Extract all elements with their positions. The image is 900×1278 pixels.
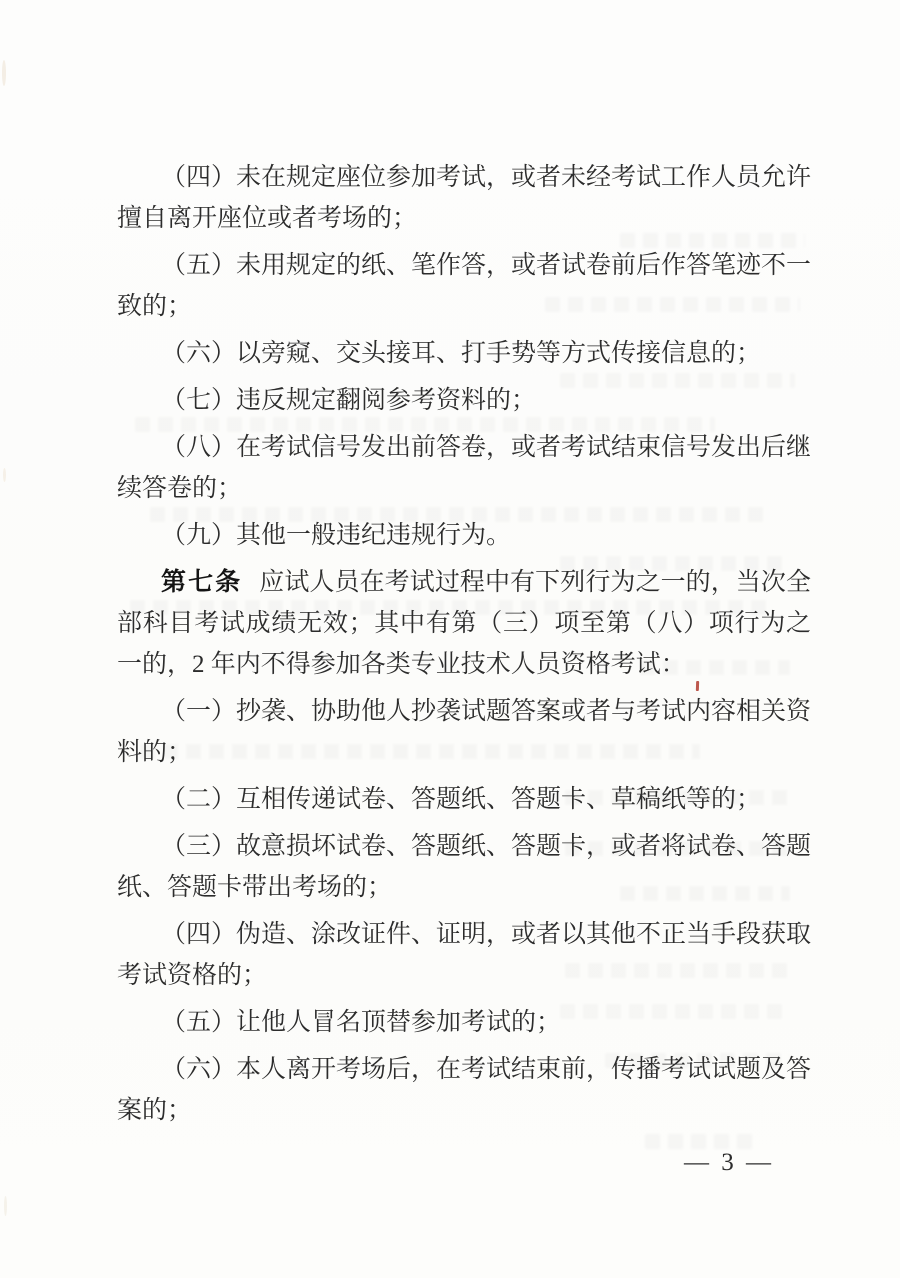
document-text-block	[117, 157, 811, 1137]
paragraph-item-3	[117, 826, 811, 908]
paragraph-item-9	[117, 515, 811, 556]
document-line: （五）未用规定的纸、笔作答，或者试卷前后作答笔迹不一	[161, 252, 811, 279]
document-line: 料的；	[117, 739, 193, 766]
paragraph-item-2	[117, 779, 811, 820]
document-line: （三）故意损坏试卷、答题纸、答题卡，或者将试卷、答题	[161, 833, 811, 860]
paragraph-item-5b	[117, 1002, 811, 1043]
document-line: 案的；	[117, 1097, 193, 1124]
paragraph-article-7	[117, 562, 811, 685]
document-line: （六）以旁窥、交头接耳、打手势等方式传接信息的；	[161, 340, 762, 367]
article-text: 应试人员在考试过程中有下列行为之一的，当次全	[259, 569, 811, 596]
document-line: （八）在考试信号发出前答卷，或者考试结束信号发出后继	[161, 434, 811, 461]
paragraph-item-4	[117, 157, 811, 239]
paragraph-item-7	[117, 380, 811, 421]
document-line: 纸、答题卡带出考场的；	[117, 874, 393, 901]
paragraph-item-1	[117, 691, 811, 773]
document-line: 考试资格的；	[117, 962, 268, 989]
document-line: （四）未在规定座位参加考试，或者未经考试工作人员允许	[161, 164, 811, 191]
page-footer-number: — 3 —	[684, 1149, 774, 1176]
document-line: （九）其他一般违纪违规行为。	[161, 522, 512, 549]
paragraph-item-6	[117, 333, 811, 374]
document-line: 部科目考试成绩无效；其中有第（三）项至第（八）项行为之	[117, 610, 811, 637]
document-line: 擅自离开座位或者考场的；	[117, 205, 418, 232]
paragraph-item-6b	[117, 1049, 811, 1131]
document-line	[117, 562, 811, 603]
document-line: （七）违反规定翻阅参考资料的；	[161, 387, 537, 414]
document-line: （六）本人离开考场后，在考试结束前，传播考试试题及答	[161, 1056, 811, 1083]
article-number-label: 第七条	[161, 568, 243, 596]
document-line: （一）抄袭、协助他人抄袭试题答案或者与考试内容相关资	[161, 698, 811, 725]
document-line: （二）互相传递试卷、答题纸、答题卡、草稿纸等的；	[161, 786, 762, 813]
document-line: 一的，2 年内不得参加各类专业技术人员资格考试：	[117, 651, 686, 678]
document-line: （四）伪造、涂改证件、证明，或者以其他不正当手段获取	[161, 921, 811, 948]
paragraph-item-8	[117, 427, 811, 509]
paragraph-item-5	[117, 245, 811, 327]
scan-speck	[4, 1196, 7, 1216]
document-line: 致的；	[117, 293, 193, 320]
scan-speck	[3, 468, 6, 482]
document-line: （五）让他人冒名顶替参加考试的；	[161, 1009, 562, 1036]
paragraph-item-4b	[117, 914, 811, 996]
scan-speck	[2, 60, 6, 86]
document-line: 续答卷的；	[117, 475, 243, 502]
